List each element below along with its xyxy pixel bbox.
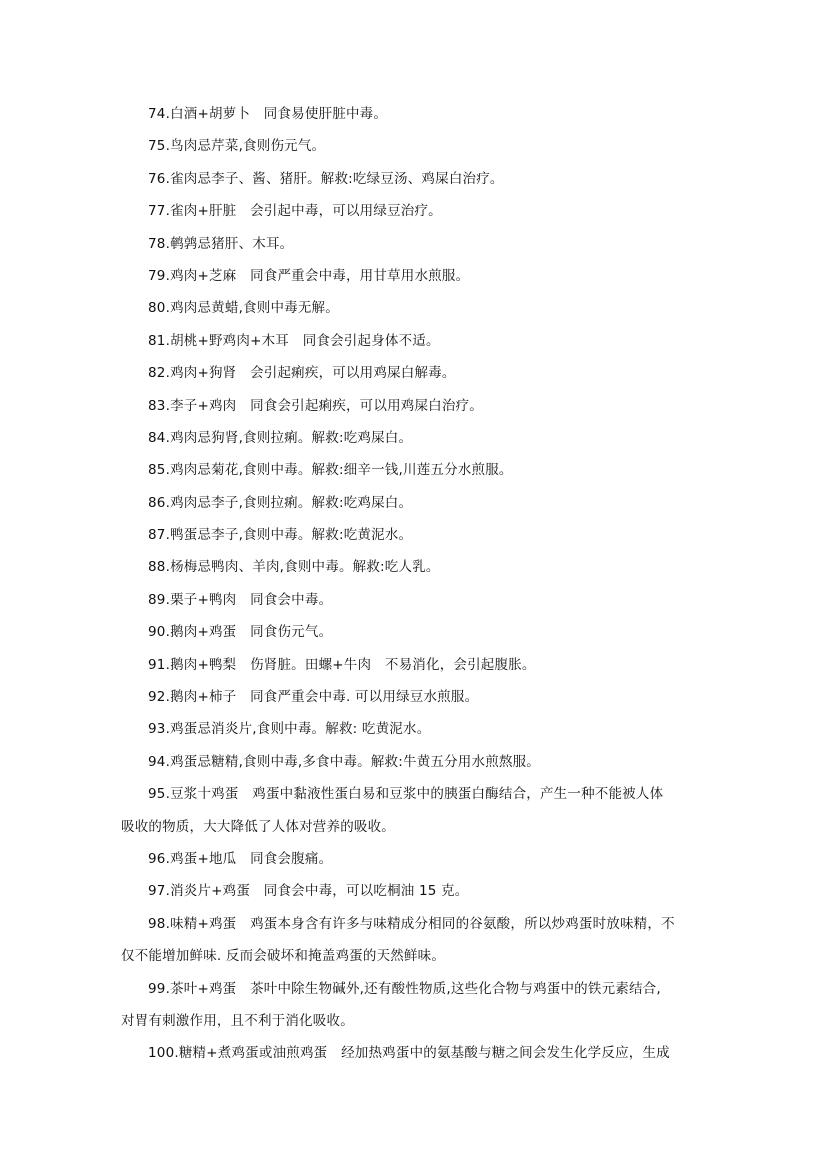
text-line: 99.茶叶+鸡蛋 茶叶中除生物碱外,还有酸性物质,这些化合物与鸡蛋中的铁元素结合, [148, 980, 661, 997]
text-line: 98.味精+鸡蛋 鸡蛋本身含有许多与味精成分相同的谷氨酸，所以炒鸡蛋时放味精，不 [148, 915, 675, 932]
text-line: 83.李子+鸡肉 同食会引起痢疾，可以用鸡屎白治疗。 [148, 397, 483, 414]
text-line: 84.鸡肉忌狗肾,食则拉痢。解救:吃鸡屎白。 [148, 429, 413, 446]
text-line: 81.胡桃+野鸡肉+木耳 同食会引起身体不适。 [148, 332, 440, 349]
text-line: 85.鸡肉忌菊花,食则中毒。解救:细辛一钱,川莲五分水煎服。 [148, 462, 513, 479]
text-line: 76.雀肉忌李子、酱、猪肝。解救:吃绿豆汤、鸡屎白治疗。 [148, 170, 504, 187]
text-line: 95.豆浆十鸡蛋 鸡蛋中黏液性蛋白易和豆浆中的胰蛋白酶结合，产生一种不能被人体 [148, 786, 664, 803]
text-line: 对胃有刺激作用，且不利于消化吸收。 [121, 1012, 354, 1029]
text-line: 100.糖精+煮鸡蛋或油煎鸡蛋 经加热鸡蛋中的氨基酸与糖之间会发生化学反应，生成 [148, 1045, 670, 1062]
text-line: 97.消炎片+鸡蛋 同食会中毒，可以吃桐油 15 克。 [148, 883, 469, 900]
text-line: 80.鸡肉忌黄蜡,食则中毒无解。 [148, 300, 339, 317]
text-line: 吸收的物质，大大降低了人体对营养的吸收。 [121, 818, 395, 835]
text-line: 94.鸡蛋忌糖精,食则中毒,多食中毒。解救:牛黄五分用水煎熬服。 [148, 753, 540, 770]
text-line: 82.鸡肉+狗肾 会引起痢疾，可以用鸡屎白解毒。 [148, 365, 456, 382]
text-line: 96.鸡蛋+地瓜 同食会腹痛。 [148, 850, 333, 867]
text-line: 88.杨梅忌鸭肉、羊肉,食则中毒。解救:吃人乳。 [148, 559, 440, 576]
text-line: 77.雀肉+肝脏 会引起中毒，可以用绿豆治疗。 [148, 203, 442, 220]
text-line: 仅不能增加鲜味. 反而会破坏和掩盖鸡蛋的天然鲜味。 [121, 948, 446, 965]
document-body [121, 98, 711, 1070]
text-line: 90.鹅肉+鸡蛋 同食伤元气。 [148, 624, 333, 641]
text-line: 79.鸡肉+芝麻 同食严重会中毒，用甘草用水煎服。 [148, 267, 470, 284]
text-line: 93.鸡蛋忌消炎片,食则中毒。解救: 吃黄泥水。 [148, 721, 431, 738]
text-line: 78.鹌鹑忌猪肝、木耳。 [148, 235, 294, 252]
text-line: 86.鸡肉忌李子,食则拉痢。解救:吃鸡屎白。 [148, 494, 413, 511]
text-line: 92.鹅肉+柿子 同食严重会中毒. 可以用绿豆水煎服。 [148, 689, 479, 706]
text-line: 91.鹅肉+鸭梨 伤肾脏。田螺+牛肉 不易消化，会引起腹胀。 [148, 656, 536, 673]
text-line: 74.白酒+胡萝卜 同食易使肝脏中毒。 [148, 106, 388, 122]
text-line: 87.鸭蛋忌李子,食则中毒。解救:吃黄泥水。 [148, 527, 413, 544]
text-line: 75.鸟肉忌芹菜,食则伤元气。 [148, 138, 326, 155]
text-line: 89.栗子+鸭肉 同食会中毒。 [148, 591, 333, 608]
